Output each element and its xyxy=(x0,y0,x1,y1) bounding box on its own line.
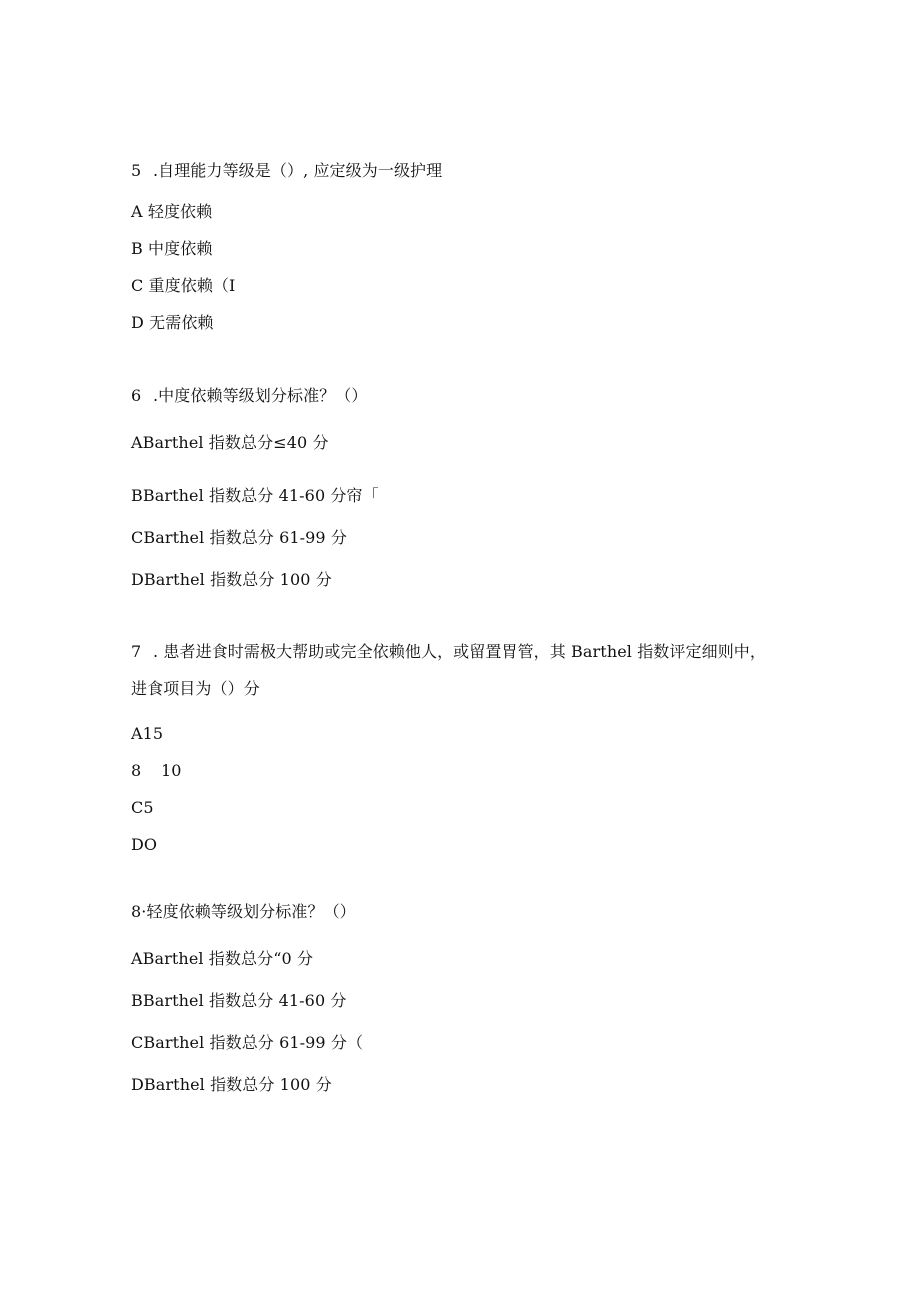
question-8-number: 8· xyxy=(131,902,147,921)
question-5-option-d: D 无需依赖 xyxy=(131,313,214,332)
question-5-stem xyxy=(131,161,442,181)
question-7-option-b xyxy=(131,761,182,781)
question-8-option-b: BBarthel 指数总分 41-60 分 xyxy=(131,991,347,1010)
question-8-option-c: CBarthel 指数总分 61-99 分（ xyxy=(131,1033,364,1052)
question-7-option-c: C5 xyxy=(131,798,154,817)
question-5-text: .自理能力等级是（）, 应定级为一级护理 xyxy=(153,161,443,180)
question-8-option-d: DBarthel 指数总分 100 分 xyxy=(131,1075,332,1094)
question-6-number: 6 xyxy=(131,386,142,405)
question-6-stem xyxy=(131,386,368,406)
question-7-text: . 患者进食时需极大帮助或完全依赖他人，或留置胃管，其 Barthel 指数评定细则中， xyxy=(153,642,767,661)
question-5-option-b: B 中度依赖 xyxy=(131,239,213,258)
question-6-text: .中度依赖等级划分标准？（） xyxy=(153,386,368,405)
question-7-option-d: DO xyxy=(131,835,158,854)
question-7-option-a: A15 xyxy=(131,724,164,743)
question-7-option-b-letter: 8 xyxy=(131,761,142,780)
question-6-option-a: ABarthel 指数总分≤40 分 xyxy=(131,433,329,452)
question-7-number: 7 xyxy=(131,642,142,661)
question-6-option-d: DBarthel 指数总分 100 分 xyxy=(131,570,332,589)
question-5-number: 5 xyxy=(131,161,142,180)
question-6-option-b: BBarthel 指数总分 41-60 分帘「 xyxy=(131,486,379,505)
question-8-stem xyxy=(131,902,356,922)
question-7-stem-continued: 进食项目为（）分 xyxy=(131,679,260,698)
question-8-option-a: ABarthel 指数总分“0 分 xyxy=(131,949,314,968)
question-5-option-c: C 重度依赖（I xyxy=(131,276,236,295)
question-8-text: 轻度依赖等级划分标准？（） xyxy=(146,902,356,921)
question-7-option-b-value: 10 xyxy=(161,761,182,780)
question-7-stem xyxy=(131,642,766,662)
question-5-option-a: A 轻度依赖 xyxy=(131,202,213,221)
question-6-option-c: CBarthel 指数总分 61-99 分 xyxy=(131,528,347,547)
